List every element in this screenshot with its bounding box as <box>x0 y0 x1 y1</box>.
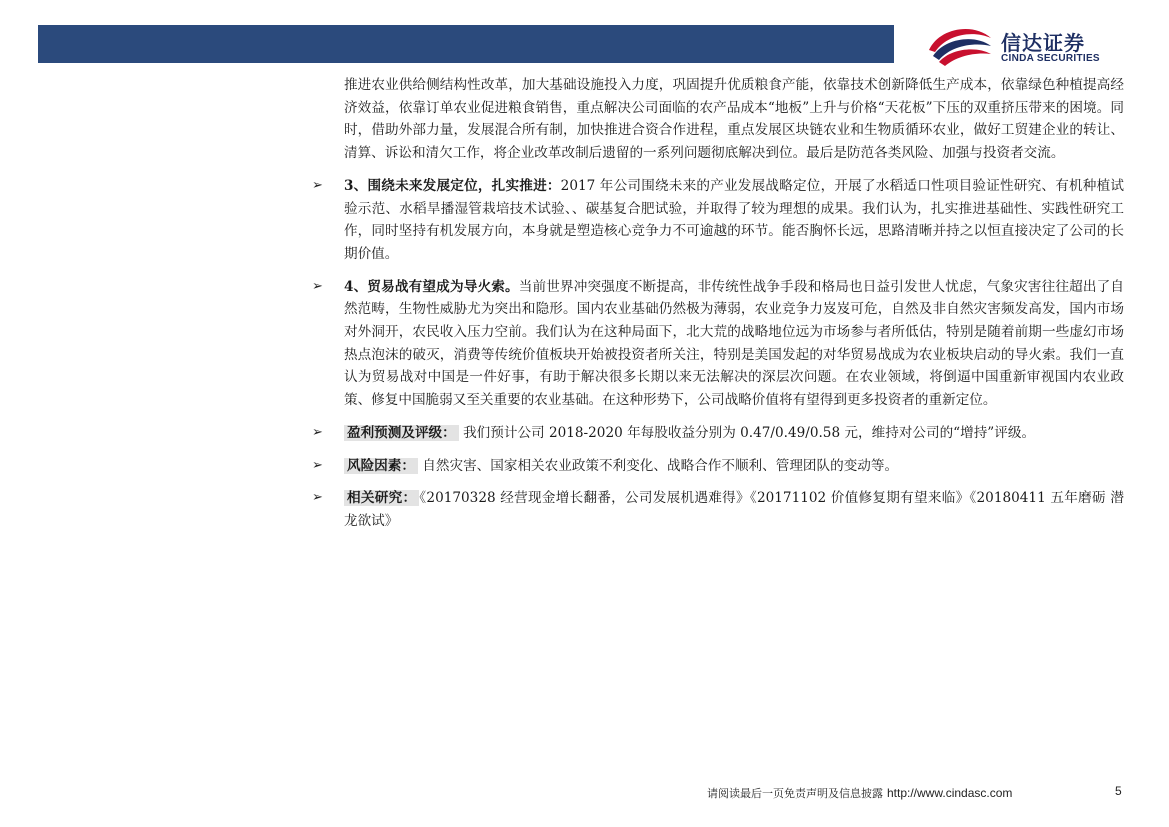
arrow-bullet-icon: ➢ <box>312 278 323 294</box>
page-number: 5 <box>1115 784 1122 798</box>
bullet-future-positioning <box>312 175 1124 266</box>
bullet-trade-war <box>312 276 1124 412</box>
bullet-text: 自然灾害、国家相关农业政策不利变化、战略合作不顺利、管理团队的变动等。 <box>422 457 899 474</box>
bullet-related-research <box>312 487 1124 532</box>
header-bar <box>38 25 894 63</box>
intro-paragraph: 推进农业供给侧结构性改革，加大基础设施投入力度，巩固提升优质粮食产能，依靠技术创新降低生产成本，依靠绿色种植提高经济效益，依靠订单农业促进粮食销售，重点解决公司面临的农产品成本“地板”上升与价格“天花板”下压的双重挤压带来的困境。同时，借助外部力量，发展混合所有制，加快推进合资合作进程，重点发展区块链农业和生物质循环农业，做好工贸建企业的转让、清算、诉讼和清欠工作，将企业改革改制后遗留的一系列问题彻底解决到位。最后是防范各类风险、加强与投资者交流。 <box>344 77 1124 162</box>
bullet-heading: 3、围绕未来发展定位，扎实推进： <box>344 177 561 194</box>
footer <box>707 785 1012 801</box>
logo-chinese-name: 信达证券 <box>1001 31 1085 55</box>
brand-logo <box>925 20 1135 72</box>
logo-english-name: CINDA SECURITIES <box>1001 53 1100 64</box>
arrow-bullet-icon: ➢ <box>312 490 323 506</box>
bullet-text: 《20170328 经营现金增长翻番，公司发展机遇难得》《20171102 价值修复期有望来临》《20180411 五年磨砺 潜龙欲试》 <box>344 490 1125 529</box>
report-body <box>312 74 1124 533</box>
bullet-heading: 4、贸易战有望成为导火索。 <box>344 278 519 295</box>
footer-disclaimer: 请阅读最后一页免责声明及信息披露 <box>707 787 883 800</box>
cinda-swoosh-icon <box>925 20 995 72</box>
bullet-heading: 盈利预测及评级： <box>344 425 459 441</box>
bullet-risk-factors <box>312 455 1124 478</box>
arrow-bullet-icon: ➢ <box>312 177 323 193</box>
arrow-bullet-icon: ➢ <box>312 424 323 440</box>
bullet-earnings-forecast <box>312 422 1124 445</box>
arrow-bullet-icon: ➢ <box>312 457 323 473</box>
bullet-text: 2017 年公司围绕未来的产业发展战略定位，开展了水稻适口性项目验证性研究、有机种植试验示范、水稻旱播湿管栽培技术试验、、碳基复合肥试验，并取得了较为理想的成果。我们认为，扎实推进基础性、实践性研究工作，同时坚持有机发展方向，本身就是塑造核心竞争力不可逾越的环节。能否胸怀长远，思路清晰并持之以恒直接决定了公司的长期价值。 <box>344 177 1124 262</box>
bullet-heading: 相关研究： <box>344 490 419 506</box>
footer-url-link[interactable]: http://www.cindasc.com <box>887 786 1013 800</box>
bullet-text: 当前世界冲突强度不断提高，非传统性战争手段和格局也日益引发世人忧虑，气象灾害往往超出了自然范畴，生物性威胁尤为突出和隐形。国内农业基础仍然极为薄弱，农业竞争力岌岌可危，自然及非自然灾害频发高发，国内市场对外洞开，农民收入压力空前。我们认为在这种局面下，北大荒的战略地位远为市场参与者所低估，特别是随着前期一些虚幻市场热点泡沫的破灭，消费等传统价值板块开始被投资者所关注，特别是美国发起的对华贸易战成为农业板块启动的导火索。我们一直认为贸易战对中国是一件好事，有助于解决很多长期以来无法解决的深层次问题。在农业领域，将倒逼中国重新审视国内农业政策、修复中国脆弱又至关重要的农业基础。在这种形势下，公司战略价值将有望得到更多投资者的重新定位。 <box>344 278 1124 409</box>
bullet-text: 我们预计公司 2018-2020 年每股收益分别为 0.47/0.49/0.58 元，维持对公司的“增持”评级。 <box>463 424 1036 441</box>
bullet-heading: 风险因素： <box>344 458 418 474</box>
